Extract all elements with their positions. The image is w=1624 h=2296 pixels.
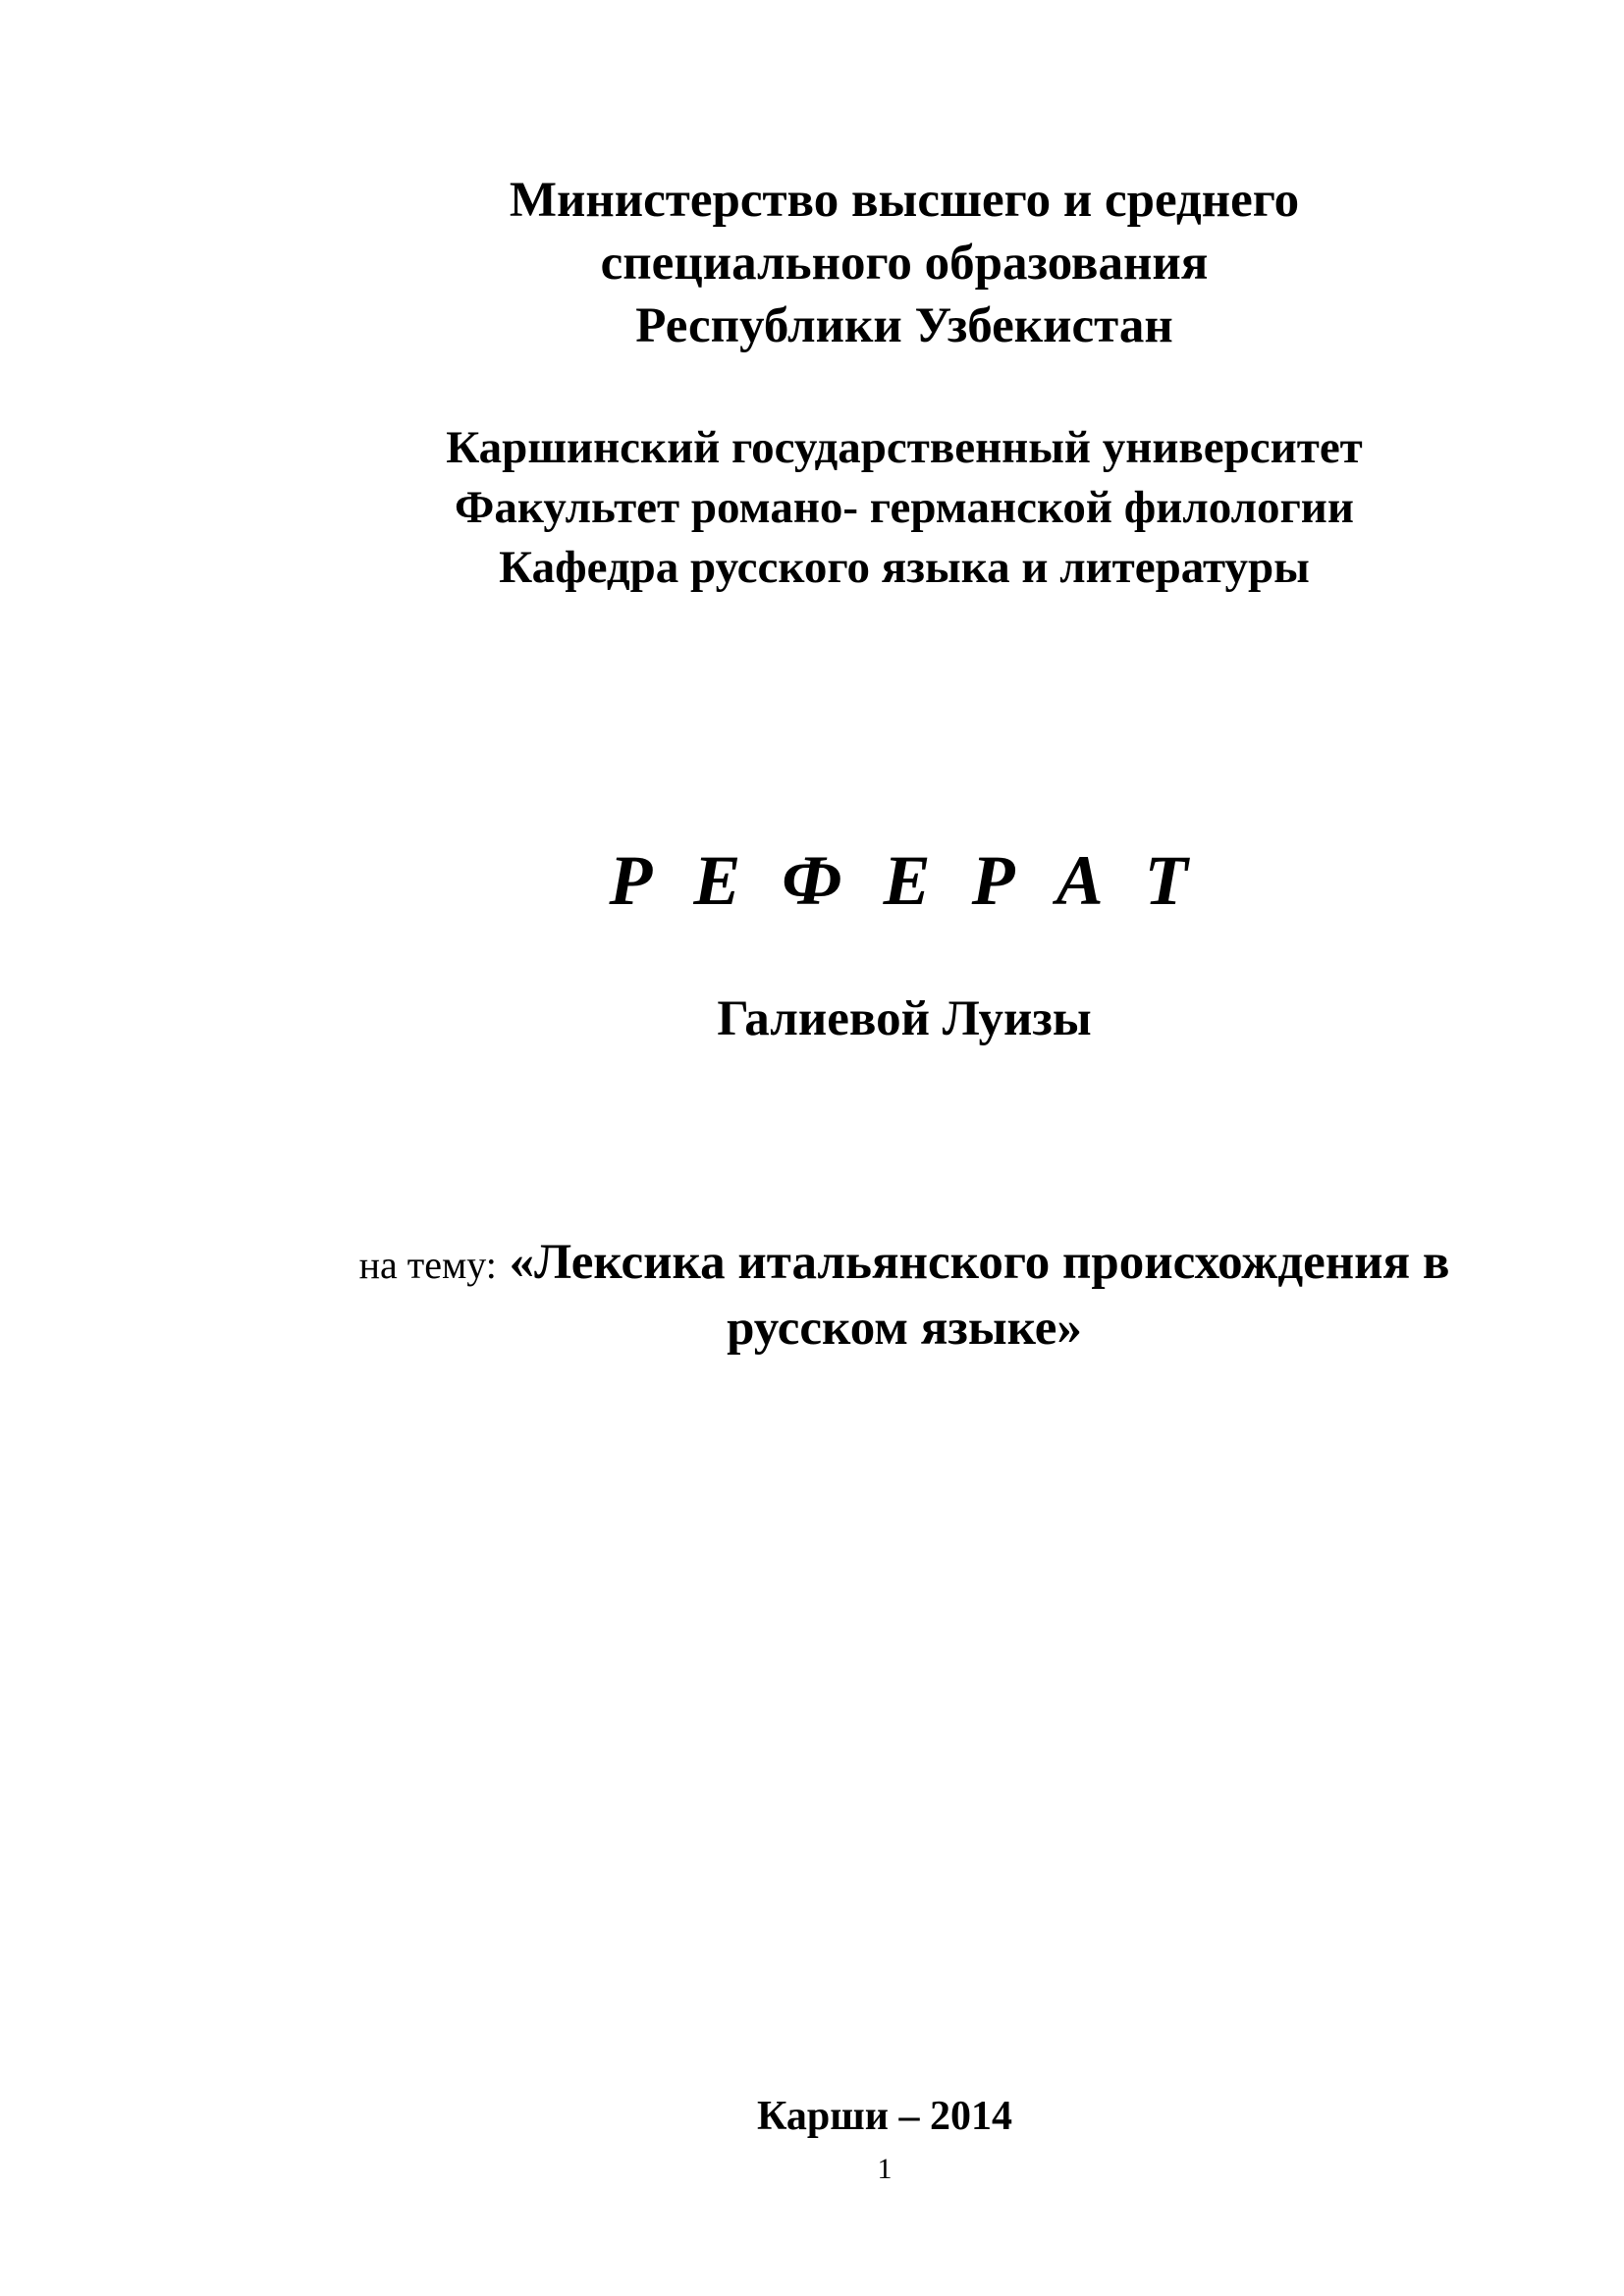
institution-heading — [92, 418, 1624, 598]
topic-block — [92, 1231, 1624, 1360]
topic-line-1 — [92, 1231, 1624, 1297]
faculty-name: Факультет романо- германской филологии — [455, 482, 1354, 533]
ministry-line: Министерство высшего и среднего — [509, 173, 1300, 228]
university-name: Каршинский государственный университет — [446, 422, 1363, 473]
topic-prefix: на тему: — [358, 1243, 497, 1287]
place-and-year: Карши – 2014 — [757, 2094, 1012, 2139]
author-name: Галиевой Луизы — [717, 991, 1092, 1046]
topic-title-part-1: «Лексика итальянского происхождения в — [509, 1235, 1450, 1290]
department-name: Кафедра русского языка и литературы — [499, 542, 1310, 593]
page-number: 1 — [877, 2153, 893, 2185]
ministry-heading — [92, 169, 1624, 357]
ministry-line: специального образования — [600, 236, 1209, 291]
ministry-line: Республики Узбекистан — [635, 298, 1173, 353]
document-type-title: Р Е Ф Е Р А Т — [609, 841, 1200, 920]
topic-title-part-2: русском языке» — [727, 1301, 1082, 1356]
